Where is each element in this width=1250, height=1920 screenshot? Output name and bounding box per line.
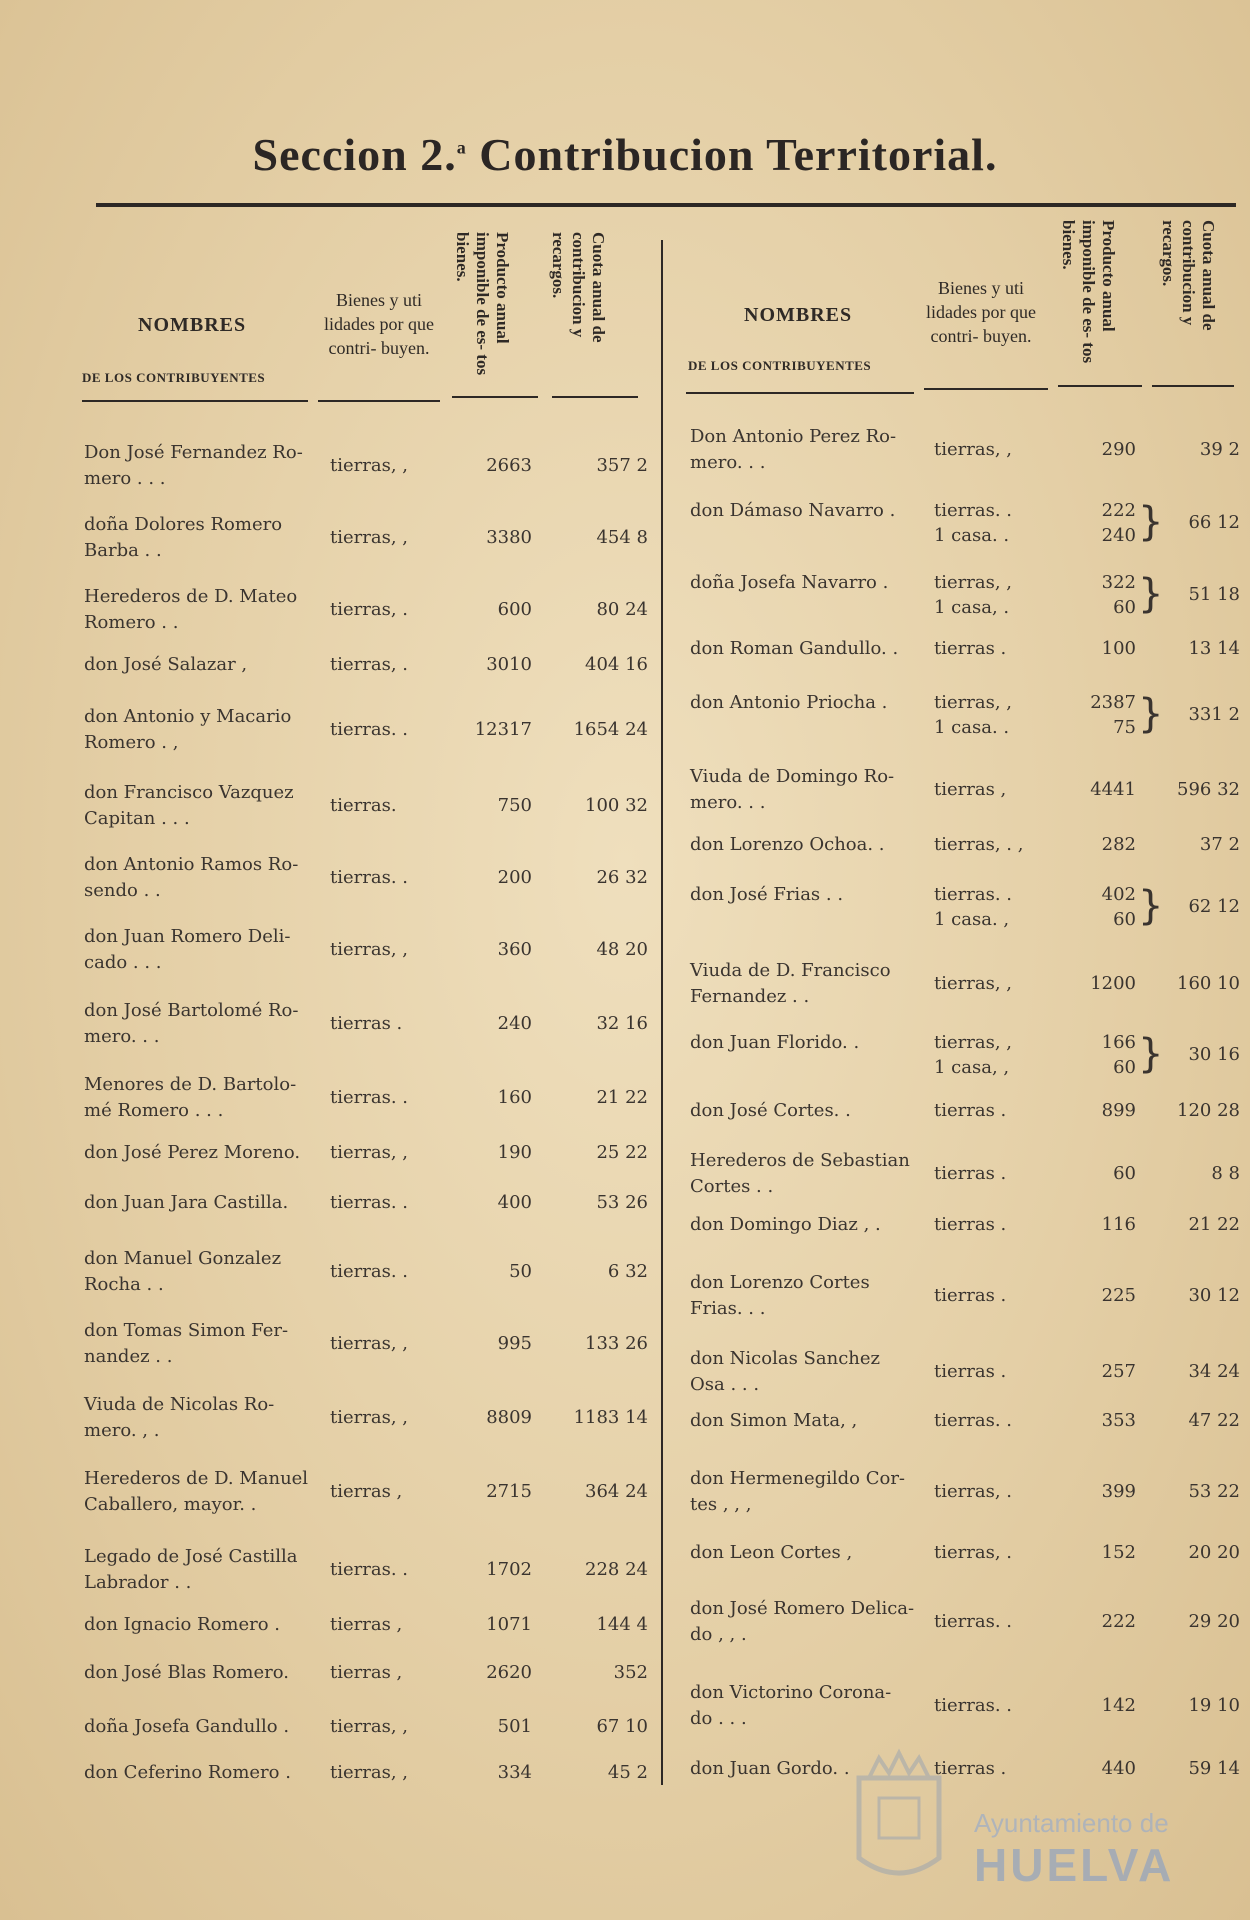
goods-cell: tierras. .	[934, 1611, 1012, 1632]
quota-value: 34 24	[1188, 1361, 1240, 1382]
contributor-name: don Ceferino Romero .	[84, 1762, 291, 1783]
quota-value: 21 22	[596, 1087, 648, 1108]
product-value: 322 60	[1101, 572, 1136, 618]
quota-value: 25 22	[596, 1142, 648, 1163]
goods-cell: tierras .	[934, 1100, 1007, 1121]
product-value: 166 60	[1101, 1032, 1136, 1078]
quota-value: 1654 24	[573, 719, 648, 740]
quota-value: 331 2	[1188, 704, 1240, 725]
table-row	[0, 1540, 1250, 1592]
product-value: 334	[497, 1762, 532, 1783]
quota-value: 45 2	[607, 1762, 648, 1783]
title-main: Seccion 2.	[252, 129, 457, 180]
table-row	[0, 1148, 1250, 1200]
header-rule-bienes-left	[318, 400, 440, 402]
contributor-name: don José Bartolomé Ro- mero. . .	[84, 1000, 299, 1047]
table-row	[0, 1596, 1250, 1648]
product-value: 1200	[1090, 973, 1136, 994]
product-value: 100	[1101, 638, 1136, 659]
goods-cell: tierras .	[934, 1163, 1007, 1184]
goods-cell: tierras, ,	[330, 455, 408, 476]
quota-value: 120 28	[1177, 1100, 1240, 1121]
brace-mark: }	[1138, 571, 1164, 617]
contributor-name: don José Frias . .	[690, 884, 844, 905]
goods-cell: tierras ,	[330, 1662, 403, 1683]
goods-cell: tierras ,	[934, 779, 1007, 800]
goods-cell: tierras, .	[330, 599, 408, 620]
product-value: 2663	[486, 455, 532, 476]
product-value: 4441	[1090, 779, 1136, 800]
quota-value: 19 10	[1188, 1695, 1240, 1716]
goods-cell: tierras, ,	[330, 1142, 408, 1163]
goods-cell: tierras .	[934, 1214, 1007, 1235]
goods-cell: tierras. .	[330, 1261, 408, 1282]
quota-value: 29 20	[1188, 1611, 1240, 1632]
product-value: 899	[1101, 1100, 1136, 1121]
product-value: 1071	[486, 1614, 532, 1635]
quota-value: 357 2	[596, 455, 648, 476]
header-bienes-left: Bienes y uti lidades por que contri- buyen.	[324, 290, 434, 358]
brace-mark: }	[1138, 1031, 1164, 1077]
table-row	[0, 1030, 1250, 1082]
contributor-name: don Juan Gordo. .	[690, 1758, 850, 1779]
contributor-name: don Antonio Priocha .	[690, 692, 888, 713]
header-contribuyentes-left: DE LOS CONTRIBUYENTES	[82, 370, 266, 385]
contributor-name: don Juan Jara Castilla.	[84, 1192, 289, 1213]
title-sup: a	[456, 137, 467, 158]
contributor-name: don Francisco Vazquez Capitan . . .	[84, 782, 294, 829]
product-value: 190	[497, 1142, 532, 1163]
goods-cell: tierras, , 1 casa, .	[934, 572, 1012, 618]
title-rest: Contribucion Territorial.	[479, 129, 998, 180]
goods-cell: tierras, ,	[934, 973, 1012, 994]
goods-cell: tierras, . ,	[934, 834, 1024, 855]
header-rule-bienes-right	[924, 388, 1048, 390]
goods-cell: tierras, , 1 casa. .	[934, 692, 1012, 738]
contributor-name: don José Cortes. .	[690, 1100, 851, 1121]
goods-cell: tierras. .	[330, 867, 408, 888]
header-rule-cuota-right	[1152, 385, 1234, 387]
contributor-name: don Victorino Corona- do . . .	[690, 1682, 892, 1729]
product-value: 2620	[486, 1662, 532, 1683]
quota-value: 596 32	[1177, 779, 1240, 800]
product-value: 116	[1101, 1214, 1136, 1235]
contributor-name: Legado de José Castilla Labrador . .	[84, 1546, 298, 1593]
table-row	[0, 1680, 1250, 1732]
goods-cell: tierras ,	[330, 1481, 403, 1502]
quota-value: 80 24	[596, 599, 648, 620]
table-row	[0, 636, 1250, 688]
product-value: 995	[497, 1333, 532, 1354]
header-bienes-right: Bienes y uti lidades por que contri- buyen.	[926, 278, 1036, 346]
goods-cell: tierras, ,	[330, 1762, 408, 1783]
quota-value: 160 10	[1177, 973, 1240, 994]
quota-value: 228 24	[585, 1559, 648, 1580]
goods-cell: tierras .	[934, 1285, 1007, 1306]
product-value: 152	[1101, 1542, 1136, 1563]
goods-cell: tierras ,	[330, 1614, 403, 1635]
quota-value: 39 2	[1199, 439, 1240, 460]
contributor-name: don Juan Florido. .	[690, 1032, 860, 1053]
table-row	[0, 1466, 1250, 1518]
header-rule-cuota-left	[552, 396, 638, 398]
goods-cell: tierras. . 1 casa. .	[934, 500, 1012, 546]
goods-cell: tierras, ,	[330, 527, 408, 548]
goods-cell: tierras. .	[330, 1559, 408, 1580]
product-value: 60	[1113, 1163, 1136, 1184]
quota-value: 26 32	[596, 867, 648, 888]
goods-cell: tierras. .	[934, 1695, 1012, 1716]
quota-value: 66 12	[1188, 512, 1240, 533]
contributor-name: don Antonio y Macario Romero . ,	[84, 706, 292, 753]
contributor-name: don Lorenzo Ochoa. .	[690, 834, 885, 855]
header-rule-names-left	[82, 400, 308, 402]
goods-cell: tierras. .	[330, 1192, 408, 1213]
quota-value: 13 14	[1188, 638, 1240, 659]
product-value: 360	[497, 939, 532, 960]
header-rule-prod-left	[452, 396, 538, 398]
goods-cell: tierras, ,	[934, 439, 1012, 460]
product-value: 290	[1101, 439, 1136, 460]
product-value: 1702	[486, 1559, 532, 1580]
product-value: 600	[497, 599, 532, 620]
contributor-name: don Dámaso Navarro .	[690, 500, 896, 521]
quota-value: 32 16	[596, 1013, 648, 1034]
quota-value: 37 2	[1199, 834, 1240, 855]
header-rule-prod-right	[1058, 385, 1142, 387]
quota-value: 20 20	[1188, 1542, 1240, 1563]
product-value: 257	[1101, 1361, 1136, 1382]
goods-cell: tierras .	[934, 1758, 1007, 1779]
contributor-name: don Manuel Gonzalez Rocha . .	[84, 1248, 282, 1295]
quota-value: 67 10	[596, 1716, 648, 1737]
quota-value: 352	[613, 1662, 648, 1683]
page-title	[0, 128, 1250, 181]
goods-cell: tierras, .	[330, 654, 408, 675]
quota-value: 59 14	[1188, 1758, 1240, 1779]
quota-value: 30 16	[1188, 1044, 1240, 1065]
table-row	[0, 1408, 1250, 1460]
product-value: 282	[1101, 834, 1136, 855]
goods-cell: tierras, ,	[330, 939, 408, 960]
product-value: 3010	[486, 654, 532, 675]
contributor-name: don Roman Gandullo. .	[690, 638, 899, 659]
header-cuota-right: Cuota anual de contribucion y recargos.	[1159, 220, 1218, 331]
product-value: 402 60	[1101, 884, 1136, 930]
contributor-name: don José Salazar ,	[84, 654, 248, 675]
product-value: 400	[497, 1192, 532, 1213]
table-row	[0, 958, 1250, 1010]
quota-value: 53 22	[1188, 1481, 1240, 1502]
product-value: 142	[1101, 1695, 1136, 1716]
contributor-name: Viuda de D. Francisco Fernandez . .	[690, 960, 891, 1007]
table-row	[0, 1346, 1250, 1398]
goods-cell: tierras, ,	[330, 1716, 408, 1737]
table-row	[0, 1270, 1250, 1322]
contributor-name: doña Dolores Romero Barba . .	[84, 514, 283, 561]
goods-cell: tierras. .	[330, 1087, 408, 1108]
product-value: 440	[1101, 1758, 1136, 1779]
table-row	[0, 424, 1250, 476]
goods-cell: tierras.	[330, 795, 397, 816]
quota-value: 6 32	[607, 1261, 648, 1282]
table-row	[0, 1756, 1250, 1808]
contributor-name: don Domingo Diaz , .	[690, 1214, 881, 1235]
header-contribuyentes-right: DE LOS CONTRIBUYENTES	[688, 358, 872, 373]
quota-value: 404 16	[585, 654, 648, 675]
table-row	[0, 498, 1250, 550]
contributor-name: don Hermenegildo Cor- tes , , ,	[690, 1468, 906, 1515]
contributor-name: don Ignacio Romero .	[84, 1614, 281, 1635]
header-nombres-right: NOMBRES	[744, 304, 853, 326]
contributor-name: Menores de D. Bartolo- mé Romero . . .	[84, 1074, 297, 1121]
header-nombres-left: NOMBRES	[138, 314, 247, 336]
product-value: 12317	[474, 719, 532, 740]
product-value: 222	[1101, 1611, 1136, 1632]
goods-cell: tierras, ,	[330, 1407, 408, 1428]
table-row	[0, 1098, 1250, 1150]
table-row	[0, 690, 1250, 742]
contributor-name: don Juan Romero Deli- cado . . .	[84, 926, 291, 973]
table-row	[0, 882, 1250, 934]
brace-mark: }	[1138, 691, 1164, 737]
contributor-name: Herederos de Sebastian Cortes . .	[690, 1150, 910, 1197]
product-value: 222 240	[1101, 500, 1136, 546]
quota-value: 47 22	[1188, 1410, 1240, 1431]
city-seal-watermark	[848, 1738, 950, 1888]
contributor-name: doña Josefa Navarro .	[690, 572, 889, 593]
product-value: 2715	[486, 1481, 532, 1502]
contributor-name: don Lorenzo Cortes Frias. . .	[690, 1272, 870, 1319]
contributor-name: don Tomas Simon Fer- nandez . .	[84, 1320, 289, 1367]
contributor-name: Viuda de Domingo Ro- mero. . .	[690, 766, 895, 813]
contributor-name: don Leon Cortes ,	[690, 1542, 853, 1563]
goods-cell: tierras. .	[330, 719, 408, 740]
product-value: 750	[497, 795, 532, 816]
product-value: 160	[497, 1087, 532, 1108]
contributor-name: don Nicolas Sanchez Osa . . .	[690, 1348, 881, 1395]
goods-cell: tierras, ,	[330, 1333, 408, 1354]
table-row	[0, 832, 1250, 884]
brace-mark: }	[1138, 883, 1164, 929]
contributor-name: don Simon Mata, ,	[690, 1410, 858, 1431]
contributor-name: Don José Fernandez Ro- mero . . .	[84, 442, 303, 489]
quota-value: 364 24	[585, 1481, 648, 1502]
product-value: 225	[1101, 1285, 1136, 1306]
table-row	[0, 1212, 1250, 1264]
product-value: 2387 75	[1090, 692, 1136, 738]
contributor-name: don Antonio Ramos Ro- sendo . .	[84, 854, 299, 901]
contributor-name: Don Antonio Perez Ro- mero. . .	[690, 426, 897, 473]
watermark-line1: Ayuntamiento de	[974, 1808, 1169, 1838]
product-value: 8809	[486, 1407, 532, 1428]
quota-value: 8 8	[1211, 1163, 1240, 1184]
header-producto-left: Producto anual imponible de es- tos bienes.	[453, 232, 512, 376]
goods-cell: tierras, , 1 casa, ,	[934, 1032, 1012, 1078]
quota-value: 454 8	[596, 527, 648, 548]
contributor-name: don José Romero Delica- do , , .	[690, 1598, 915, 1645]
product-value: 353	[1101, 1410, 1136, 1431]
contributor-name: Herederos de D. Mateo Romero . .	[84, 586, 298, 633]
product-value: 501	[497, 1716, 532, 1737]
table-row	[0, 764, 1250, 816]
goods-cell: tierras, .	[934, 1542, 1012, 1563]
goods-cell: tierras .	[330, 1013, 403, 1034]
quota-value: 53 26	[596, 1192, 648, 1213]
product-value: 399	[1101, 1481, 1136, 1502]
quota-value: 144 4	[596, 1614, 648, 1635]
product-value: 200	[497, 867, 532, 888]
product-value: 3380	[486, 527, 532, 548]
quota-value: 100 32	[585, 795, 648, 816]
quota-value: 30 12	[1188, 1285, 1240, 1306]
contributor-name: Herederos de D. Manuel Caballero, mayor. .	[84, 1468, 309, 1515]
quota-value: 48 20	[596, 939, 648, 960]
goods-cell: tierras .	[934, 638, 1007, 659]
goods-cell: tierras .	[934, 1361, 1007, 1382]
quota-value: 133 26	[585, 1333, 648, 1354]
header-cuota-left: Cuota anual de contribucion y recargos.	[549, 232, 608, 343]
title-rule	[96, 203, 1236, 207]
quota-value: 62 12	[1188, 896, 1240, 917]
product-value: 240	[497, 1013, 532, 1034]
quota-value: 1183 14	[573, 1407, 648, 1428]
contributor-name: Viuda de Nicolas Ro- mero. , .	[84, 1394, 275, 1441]
contributor-name: don José Blas Romero.	[84, 1662, 289, 1683]
contributor-name: don José Perez Moreno.	[84, 1142, 301, 1163]
contributor-name: doña Josefa Gandullo .	[84, 1716, 290, 1737]
header-producto-right: Producto anual imponible de es- tos bienes.	[1059, 220, 1118, 364]
quota-value: 21 22	[1188, 1214, 1240, 1235]
goods-cell: tierras, .	[934, 1481, 1012, 1502]
quota-value: 51 18	[1188, 584, 1240, 605]
goods-cell: tierras. . 1 casa. ,	[934, 884, 1012, 930]
product-value: 50	[509, 1261, 532, 1282]
watermark-line2: HUELVA	[974, 1839, 1175, 1891]
header-rule-names-right	[686, 392, 914, 394]
goods-cell: tierras. .	[934, 1410, 1012, 1431]
table-row	[0, 570, 1250, 622]
brace-mark: }	[1138, 499, 1164, 545]
